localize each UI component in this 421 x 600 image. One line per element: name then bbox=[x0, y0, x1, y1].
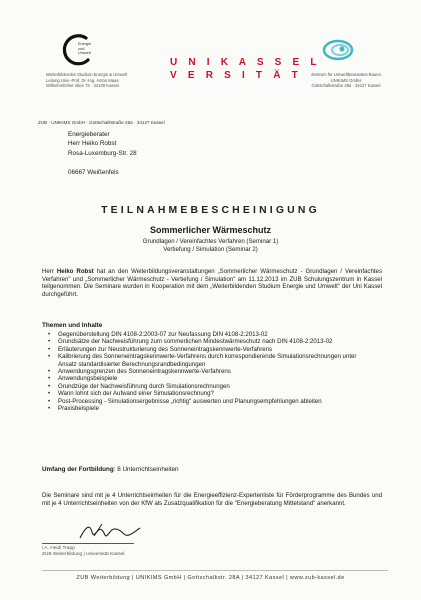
signer-organization: ZUB Weiterbildung | Universität Kassel bbox=[42, 552, 125, 557]
recipient-spacer bbox=[68, 158, 137, 167]
topic-item: • Praxisbeispiele bbox=[42, 405, 372, 412]
signer-block bbox=[42, 546, 124, 558]
accreditation-paragraph: Die Seminare sind mit je 4 Unterrichtseinheiten für die Energieeffizienz-Expertenliste für Förderprogramme des Bundes und mit je 4 Unterrichtseinheiten von der KfW als Zusatzqualifikation für die "Energieberatung Mittelstand" anerkannt. bbox=[42, 492, 382, 507]
handwritten-signature bbox=[76, 520, 146, 544]
address-line: UNIKIMS GmbH bbox=[330, 77, 362, 83]
scope-value: : 8 Unterrichtseinheiten bbox=[113, 466, 179, 473]
intro-paragraph bbox=[42, 268, 382, 298]
scope-label: Umfang der Fortbildung bbox=[42, 466, 114, 473]
logo-text-line: Umwelt bbox=[78, 51, 91, 56]
topic-item: • Gegenüberstellung DIN 4108-2:2003-07 zur Neufassung DIN 4108-2:2013-02 bbox=[42, 331, 372, 338]
university-logo-line1: U N I K A S S E L bbox=[170, 57, 321, 68]
topic-item: • Erläuterungen zur Neustrukturierung des Sonneneintragskennwerte-Verfahrens bbox=[42, 346, 372, 353]
right-address bbox=[286, 72, 406, 89]
left-address bbox=[46, 72, 166, 89]
university-logo-line2: V E R S I T Ä T bbox=[170, 70, 302, 81]
topic-item: • Grundzüge der Nachweisführung durch Simulationsrechnungen bbox=[42, 383, 372, 390]
footer-divider bbox=[42, 570, 388, 571]
signer-name: i.A. Heidi Trapp bbox=[42, 546, 75, 551]
recipient-line: Energieberater bbox=[68, 131, 110, 138]
address-line: Weiterbildendes Studium Energie & Umwelt bbox=[46, 72, 128, 77]
participant-name: Heiko Robst bbox=[56, 268, 94, 275]
zub-logo bbox=[318, 38, 358, 62]
topic-item: • Anwendungsgrenzen des Sonneneintragskennwerte-Verfahrens bbox=[42, 368, 372, 375]
recipient-address bbox=[68, 130, 137, 177]
topics-list bbox=[42, 331, 372, 412]
seminar-subline: Grundlagen / Vereinfachtes Verfahren (Seminar 1) bbox=[142, 238, 279, 245]
topic-item: • Anwendungsbeispiele bbox=[42, 375, 372, 382]
recipient-line: 06667 Weißenfels bbox=[68, 168, 119, 176]
address-line: Leitung Univ.-Prof. Dr.-Ing. Anton Maas bbox=[46, 77, 119, 83]
left-logo-text bbox=[78, 42, 91, 56]
sender-line: ZUB · UNIKIMS GmbH · Gottschalkstraße 28a · 34127 Kassel bbox=[38, 120, 165, 125]
recipient-line: Herr Heiko Robst bbox=[68, 140, 117, 148]
address-line: Gottschalkstraße 28a · 34127 Kassel bbox=[311, 83, 381, 89]
topics-title: Themen und Inhalte bbox=[42, 322, 103, 329]
logo-text-line: Energie bbox=[78, 42, 92, 46]
intro-prefix: Herr bbox=[42, 268, 57, 275]
logo-text-line: und bbox=[78, 46, 85, 51]
topic-item: • Grundsätze der Nachweisführung zum sommerlichen Mindestwärmeschutz nach DIN 4108-2:2013-02 bbox=[42, 338, 372, 345]
seminar-subject: Sommerlicher Wärmeschutz bbox=[149, 225, 272, 235]
footer: ZUB Weiterbildung | UNIKIMS GmbH | Gottschalkstr. 28A | 34127 Kassel | www.zub-kassel.de bbox=[76, 575, 345, 581]
address-line: Zentrum für Umweltbewusstes Bauen bbox=[311, 72, 381, 77]
recipient-line: Rosa-Luxemburg-Str. 28 bbox=[68, 149, 137, 157]
training-scope bbox=[42, 466, 178, 473]
topic-item: • Post-Processing - Simulationsergebnisse „richtig" auswerten und Planungsempfehlungen ableiten bbox=[42, 398, 372, 405]
seminar-subline: Vertiefung / Simulation (Seminar 2) bbox=[163, 246, 258, 253]
topic-item: • Kalibrierung des Sonneneintragskennwerte-Verfahrens durch korrespondierende Simulationsrechnungen unter Ansatz standardisierter Berechnungsrandbedingungen bbox=[42, 353, 372, 368]
intro-text: hat an den Weiterbildungsveranstaltungen „Sommerlicher Wärmeschutz - Grundlagen / Vereinfachtes Verfahren" und „Sommerlicher Wärmeschutz - Vertiefung / Simulation" am 11.12.2013 im ZUB Schulungszentrum in Kassel teilgenommen. Die Seminare wurden in Kooperation mit dem „Weiterbildenden Studium Energie und Umwelt" der Uni Kassel durchgeführt. bbox=[42, 268, 382, 298]
signature-line bbox=[42, 543, 134, 544]
topic-item: • Wann lohnt sich der Aufwand einer Simulationsrechnung? bbox=[42, 390, 372, 397]
address-line: Wilhelmshöher Allee 73 · 34109 Kassel bbox=[46, 83, 119, 89]
document-title: TEILNAHMEBESCHEINIGUNG bbox=[101, 205, 320, 216]
